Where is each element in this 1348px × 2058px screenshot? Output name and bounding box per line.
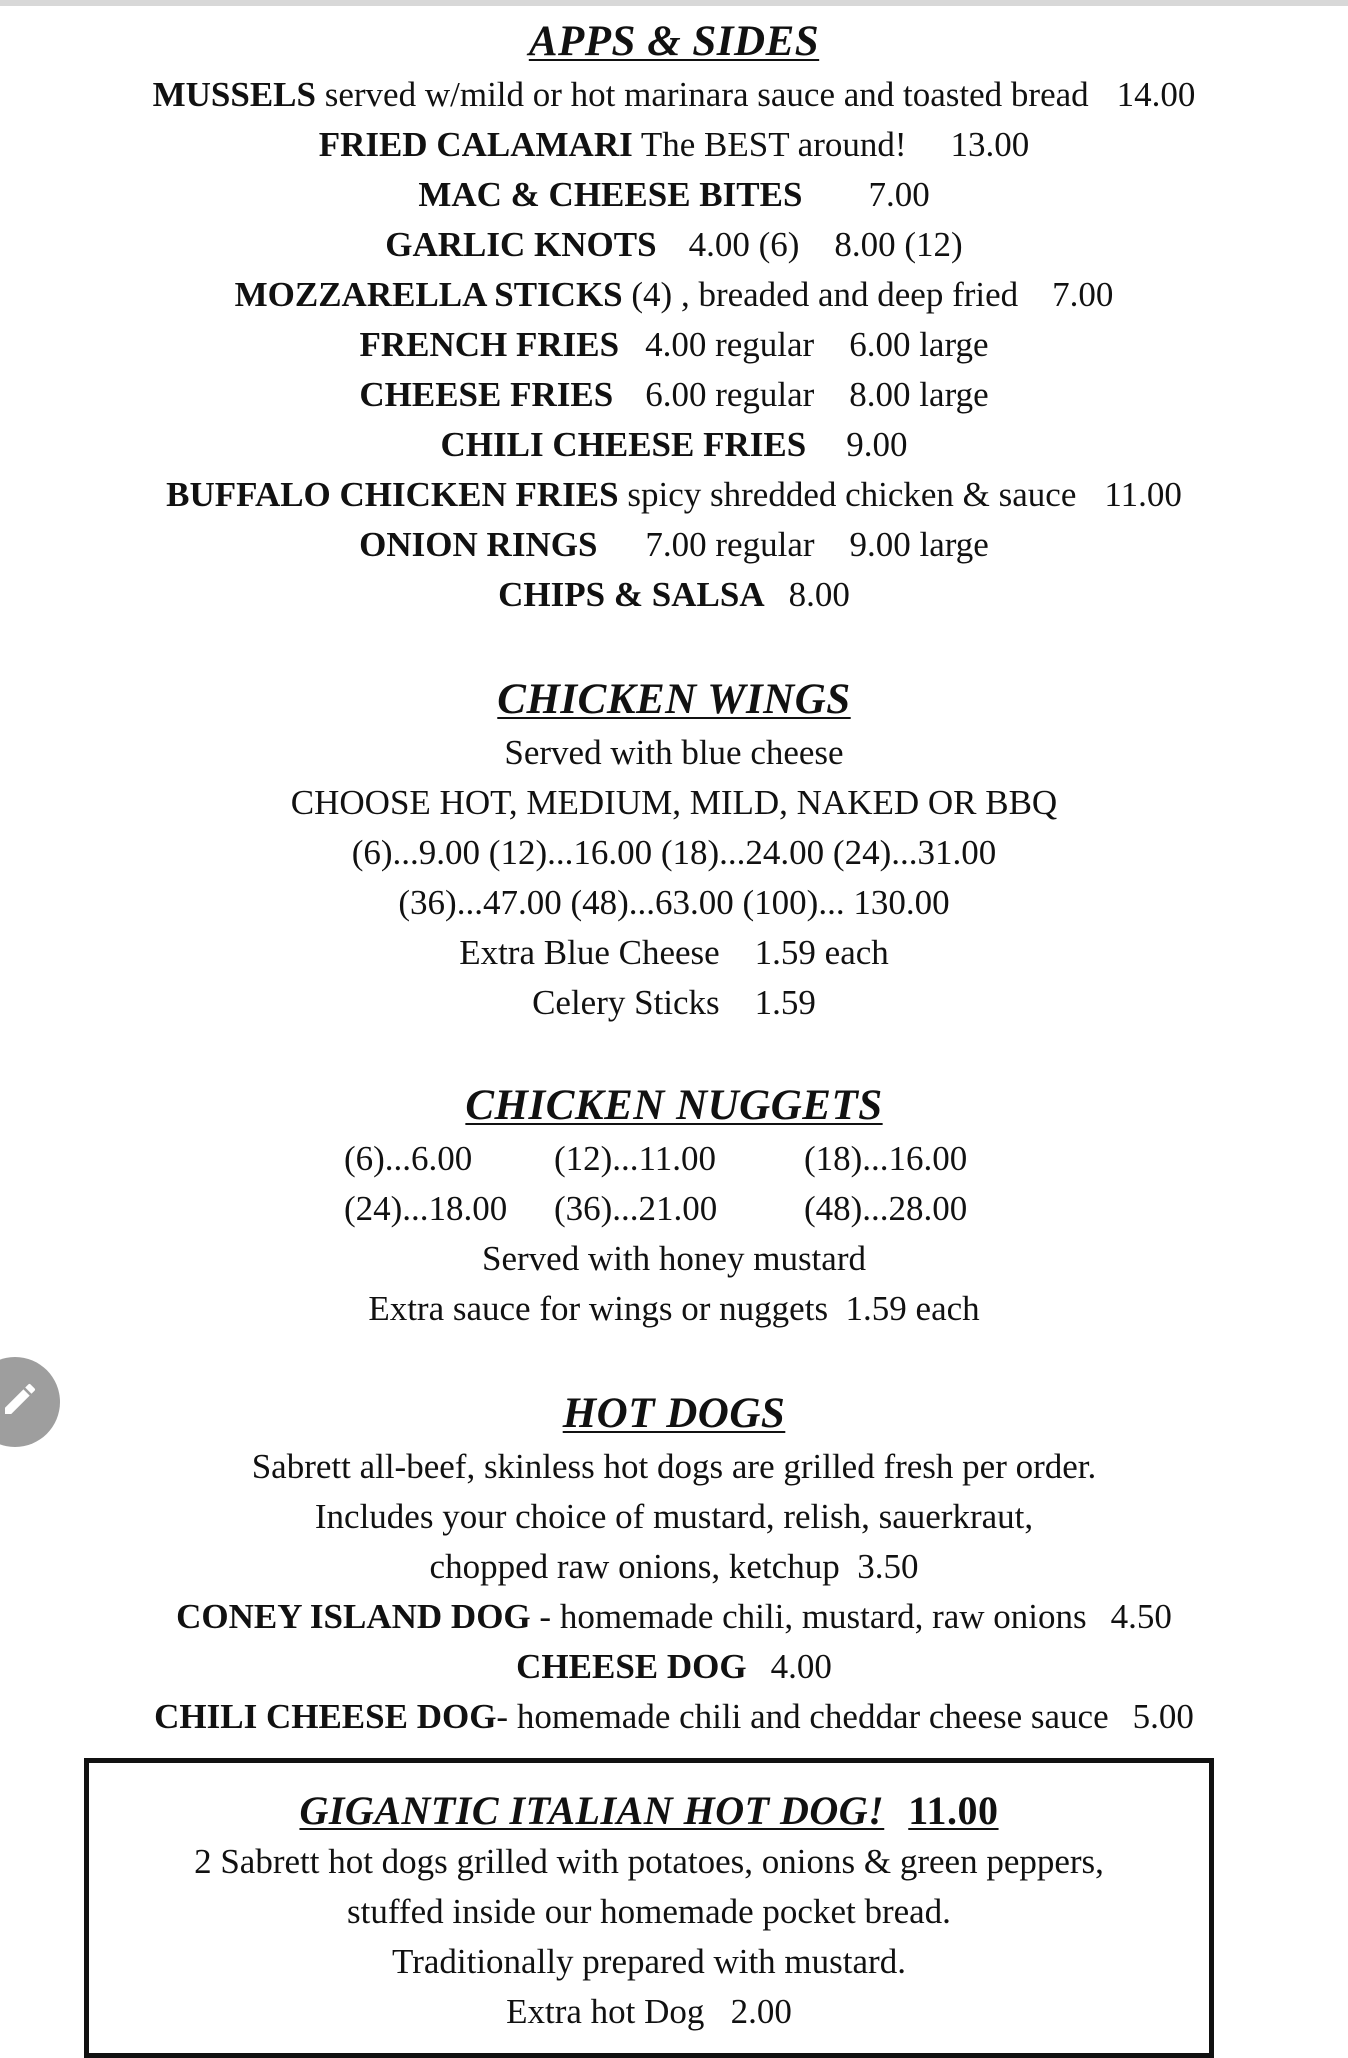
nugget-price: (36)...21.00 <box>554 1189 718 1228</box>
item-name: CHILI CHEESE FRIES <box>440 425 807 464</box>
nuggets-served-note: Served with honey mustard <box>482 1239 866 1278</box>
menu-item-fried-calamari <box>0 120 1348 170</box>
section-title-apps: APPS & SIDES <box>528 18 820 65</box>
item-name: CHIPS & SALSA <box>498 575 765 614</box>
item-desc: - homemade chili, mustard, raw onions <box>530 1597 1087 1636</box>
item-name: FRIED CALAMARI <box>318 125 633 164</box>
item-price: 8.00 <box>788 575 850 614</box>
item-desc: served w/mild or hot marinara sauce and toasted bread <box>316 75 1089 114</box>
pencil-icon <box>0 1379 40 1419</box>
menu-item-garlic-knots <box>0 220 1348 270</box>
nuggets-price-grid <box>0 1134 1348 1234</box>
menu-item-cheese-dog <box>0 1642 1348 1692</box>
item-name: ONION RINGS <box>359 525 598 564</box>
wings-price-row-1: (6)...9.00 (12)...16.00 (18)...24.00 (24)...31.00 <box>351 833 997 872</box>
item-name: CHEESE DOG <box>516 1647 747 1686</box>
menu-item-french-fries <box>0 320 1348 370</box>
nugget-price: (48)...28.00 <box>804 1189 968 1228</box>
wings-served-note: Served with blue cheese <box>504 733 844 772</box>
item-price: 7.00 regular 9.00 large <box>645 525 989 564</box>
item-name: MAC & CHEESE BITES <box>418 175 803 214</box>
gigantic-desc-3: Traditionally prepared with mustard. <box>392 1942 906 1981</box>
item-name: CHILI CHEESE DOG <box>154 1697 497 1736</box>
menu-page <box>0 14 1348 1742</box>
item-price: 11.00 <box>1104 475 1182 514</box>
item-name: MOZZARELLA STICKS <box>234 275 623 314</box>
item-price: 4.50 <box>1110 1597 1172 1636</box>
item-price: 4.00 <box>770 1647 832 1686</box>
extra-sauce-note: Extra sauce for wings or nuggets 1.59 each <box>368 1289 980 1328</box>
item-price: 4.00 regular 6.00 large <box>645 325 989 364</box>
gigantic-hot-dog-box <box>84 1758 1214 2058</box>
gigantic-title-text: GIGANTIC ITALIAN HOT DOG! <box>299 1788 885 1833</box>
item-desc: (4) , breaded and deep fried <box>622 275 1019 314</box>
item-desc: spicy shredded chicken & sauce <box>618 475 1077 514</box>
gigantic-desc-1: 2 Sabrett hot dogs grilled with potatoes, onions & green peppers, <box>194 1842 1104 1881</box>
nugget-price: (6)...6.00 <box>344 1139 473 1178</box>
item-price: 14.00 <box>1116 75 1196 114</box>
item-name: GARLIC KNOTS <box>385 225 657 264</box>
gigantic-desc-2: stuffed inside our homemade pocket bread. <box>347 1892 951 1931</box>
menu-item-coney-island-dog <box>0 1592 1348 1642</box>
menu-item-mussels <box>0 70 1348 120</box>
item-desc: The BEST around! <box>632 125 907 164</box>
wings-price-row-2: (36)...47.00 (48)...63.00 (100)... 130.00 <box>398 883 950 922</box>
menu-item-mac-cheese-bites <box>0 170 1348 220</box>
item-price: 4.00 (6) 8.00 (12) <box>688 225 963 264</box>
menu-item-onion-rings <box>0 520 1348 570</box>
menu-item-chili-cheese-dog <box>0 1692 1348 1742</box>
item-name: MUSSELS <box>152 75 316 114</box>
hot-dogs-desc-1: Sabrett all-beef, skinless hot dogs are grilled fresh per order. <box>251 1447 1097 1486</box>
gigantic-hot-dog-title <box>89 1785 1209 1837</box>
item-name: BUFFALO CHICKEN FRIES <box>166 475 619 514</box>
nugget-price: (12)...11.00 <box>554 1139 717 1178</box>
section-chicken-wings <box>0 672 1348 1028</box>
section-apps-sides <box>0 14 1348 620</box>
menu-item-mozzarella-sticks <box>0 270 1348 320</box>
item-price: 5.00 <box>1132 1697 1194 1736</box>
item-name: CONEY ISLAND DOG <box>176 1597 531 1636</box>
menu-item-chips-salsa <box>0 570 1348 620</box>
wings-extra-blue-cheese: Extra Blue Cheese 1.59 each <box>459 933 889 972</box>
item-name: CHEESE FRIES <box>359 375 614 414</box>
section-hot-dogs <box>0 1386 1348 1742</box>
hot-dogs-desc-2: Includes your choice of mustard, relish, sauerkraut, <box>314 1497 1034 1536</box>
nugget-price: (18)...16.00 <box>804 1139 968 1178</box>
menu-item-buffalo-chicken-fries <box>0 470 1348 520</box>
item-price: 9.00 <box>846 425 908 464</box>
section-title-nuggets: CHICKEN NUGGETS <box>465 1082 883 1129</box>
hot-dogs-desc-3: chopped raw onions, ketchup 3.50 <box>429 1547 919 1586</box>
item-price: 13.00 <box>950 125 1030 164</box>
item-price: 7.00 <box>1052 275 1114 314</box>
menu-item-chili-cheese-fries <box>0 420 1348 470</box>
top-edge-strip <box>0 0 1348 6</box>
item-price: 7.00 <box>868 175 930 214</box>
wings-flavor-choice: CHOOSE HOT, MEDIUM, MILD, NAKED OR BBQ <box>290 783 1058 822</box>
gigantic-extra-hot-dog: Extra hot Dog 2.00 <box>506 1992 792 2031</box>
item-name: FRENCH FRIES <box>359 325 620 364</box>
section-title-wings: CHICKEN WINGS <box>497 676 851 723</box>
item-desc: - homemade chili and cheddar cheese sauce <box>496 1697 1109 1736</box>
section-title-hot-dogs: HOT DOGS <box>562 1390 786 1437</box>
nugget-price: (24)...18.00 <box>344 1189 508 1228</box>
wings-celery-sticks: Celery Sticks 1.59 <box>532 983 816 1022</box>
gigantic-price: 11.00 <box>908 1788 999 1833</box>
menu-item-cheese-fries <box>0 370 1348 420</box>
section-chicken-nuggets <box>0 1078 1348 1334</box>
item-price: 6.00 regular 8.00 large <box>645 375 989 414</box>
